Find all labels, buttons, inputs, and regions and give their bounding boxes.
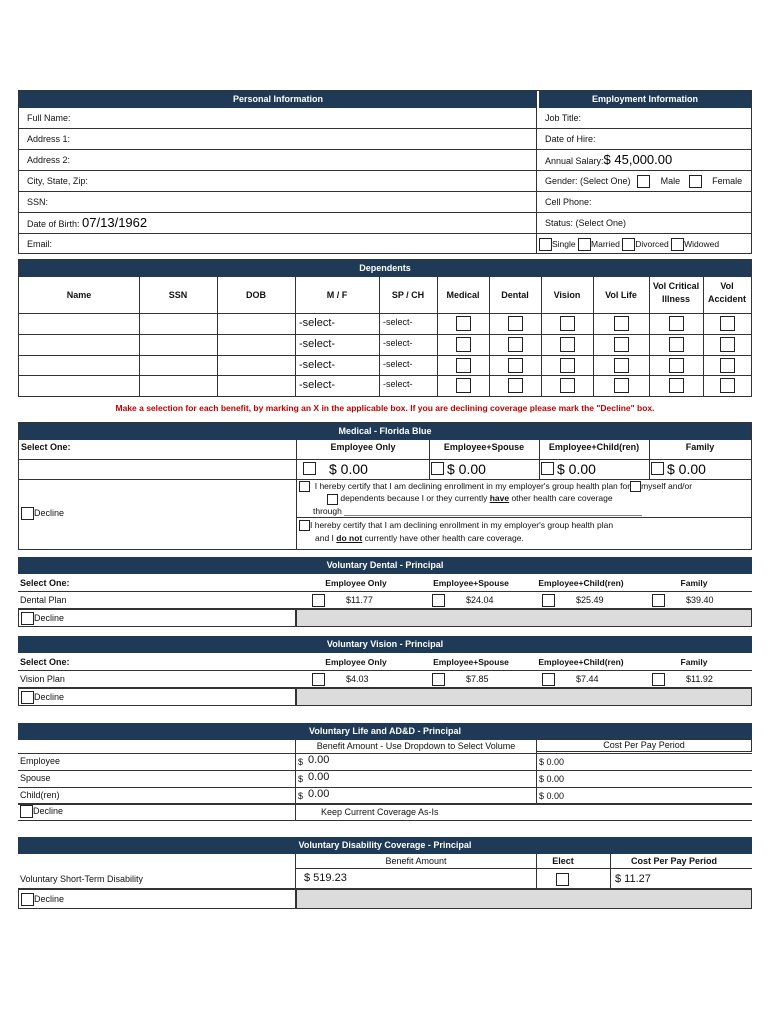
employment-info-header: Employment Information	[537, 91, 751, 108]
disability-benefit-col: Benefit Amount	[385, 856, 447, 866]
dependent-dental-checkbox[interactable]	[508, 316, 523, 331]
vision-select-one: Select One:	[20, 657, 70, 667]
life-row-amount[interactable]: 0.00	[308, 788, 330, 800]
gender-field: Gender: (Select One) Male Female	[537, 171, 751, 192]
dependent-ssn-field[interactable]	[139, 313, 217, 334]
dependent-name-field[interactable]	[19, 375, 139, 396]
life-row-label: Child(ren)	[20, 790, 60, 800]
vision-employee-spouse-checkbox[interactable]	[432, 673, 445, 686]
dependent-ssn-field[interactable]	[139, 355, 217, 376]
disability-amount[interactable]: $ 519.23	[304, 872, 347, 884]
dependent-spch-select[interactable]: -select-	[383, 317, 413, 327]
status-options: Single Married Divorced Widowed	[537, 234, 751, 255]
dob-field[interactable]: Date of Birth: 07/13/1962	[19, 213, 536, 234]
vision-tier-employee-children: Employee+Child(ren)	[538, 657, 624, 667]
dental-plan-label: Dental Plan	[20, 595, 67, 605]
dependent-vision-checkbox[interactable]	[560, 378, 575, 393]
vision-employee-only-price: $4.03	[346, 674, 369, 684]
dental-employee-children-price: $25.49	[576, 595, 604, 605]
cert1-dependents-checkbox[interactable]	[327, 494, 338, 505]
life-row-amount[interactable]: 0.00	[308, 754, 330, 766]
dependents-col-medical: Medical	[446, 290, 480, 300]
dependent-mf-select[interactable]: -select-	[299, 337, 336, 350]
dependents-col-mf: M / F	[326, 290, 348, 300]
disability-section	[18, 837, 752, 911]
vision-tier-employee-spouse: Employee+Spouse	[433, 657, 509, 667]
vision-decline: Decline	[18, 688, 296, 706]
medical-header: Medical - Florida Blue	[19, 423, 751, 440]
dental-decline-checkbox[interactable]	[21, 612, 34, 625]
vision-employee-children-price: $7.44	[576, 674, 599, 684]
dependent-vol-accident-checkbox[interactable]	[720, 378, 735, 393]
vision-employee-only-checkbox[interactable]	[312, 673, 325, 686]
medical-tier-employee-children: Employee+Child(ren)	[548, 442, 640, 452]
life-row-dollar: $	[298, 774, 304, 784]
dependent-vision-checkbox[interactable]	[560, 358, 575, 373]
medical-select-one: Select One:	[21, 442, 71, 452]
dependent-medical-checkbox[interactable]	[456, 358, 471, 373]
address2-field[interactable]: Address 2:	[19, 150, 536, 171]
life-row-label: Employee	[20, 756, 61, 766]
medical-decline-checkbox[interactable]	[21, 507, 34, 520]
dental-section	[18, 557, 752, 629]
dependents-section	[18, 259, 752, 397]
disability-decline-checkbox[interactable]	[21, 893, 34, 906]
life-row-dollar: $	[298, 757, 304, 767]
life-decline-checkbox[interactable]	[20, 805, 33, 818]
gender-female-checkbox[interactable]	[689, 175, 702, 188]
medical-employee-spouse-value: $ 0.00	[447, 461, 486, 477]
vision-section	[18, 636, 752, 708]
dependent-ssn-field[interactable]	[139, 375, 217, 396]
medical-cert1: I hereby certify that I am declining enrollment in my employer's group health plan for myself and/or dependents because I or they currently have other health care coverage through _______________________________________________________________	[299, 480, 749, 517]
cell-phone-field[interactable]: Cell Phone:	[537, 192, 751, 213]
dental-employee-spouse-price: $24.04	[466, 595, 494, 605]
life-row-cost: $ 0.00	[539, 791, 565, 801]
dependents-col-ssn: SSN	[168, 290, 188, 300]
dependent-vol-accident-checkbox[interactable]	[720, 316, 735, 331]
medical-family-checkbox[interactable]	[651, 462, 664, 475]
disability-header: Voluntary Disability Coverage - Principal	[18, 837, 752, 854]
dob-value: 07/13/1962	[82, 215, 148, 230]
vision-employee-children-checkbox[interactable]	[542, 673, 555, 686]
dependents-col-dental: Dental	[501, 290, 529, 300]
personal-info-header: Personal Information	[19, 91, 537, 108]
medical-employee-children-checkbox[interactable]	[541, 462, 554, 475]
dependents-header: Dependents	[19, 260, 751, 277]
dependents-col-spch: SP / CH	[391, 290, 425, 300]
dependent-dental-checkbox[interactable]	[508, 378, 523, 393]
vision-decline-checkbox[interactable]	[21, 691, 34, 704]
dental-header: Voluntary Dental - Principal	[18, 557, 752, 574]
dependent-dob-field[interactable]	[217, 334, 295, 355]
dependent-dob-field[interactable]	[217, 355, 295, 376]
cert1-checkbox[interactable]	[299, 481, 310, 492]
dental-decline: Decline	[18, 609, 296, 627]
date-of-hire-field[interactable]: Date of Hire:	[537, 129, 751, 150]
personal-employment-section	[18, 90, 752, 254]
medical-decline: Decline	[21, 507, 64, 520]
dependent-dental-checkbox[interactable]	[508, 337, 523, 352]
status-married-checkbox[interactable]	[578, 238, 591, 251]
dependents-col-name: Name	[66, 290, 92, 300]
dependent-vision-checkbox[interactable]	[560, 316, 575, 331]
dependent-medical-checkbox[interactable]	[456, 316, 471, 331]
dependent-vol-critical-checkbox[interactable]	[669, 378, 684, 393]
dental-select-one: Select One:	[20, 578, 70, 588]
dependent-mf-select[interactable]: -select-	[299, 379, 336, 392]
salary-value: $ 45,000.00	[603, 152, 673, 167]
dependent-vol-accident-checkbox[interactable]	[720, 337, 735, 352]
dental-employee-only-price: $11.77	[346, 595, 373, 605]
life-benefit-col: Benefit Amount - Use Dropdown to Select Volume	[316, 741, 516, 751]
dental-tier-family: Family	[680, 578, 708, 588]
vision-plan-label: Vision Plan	[20, 674, 65, 684]
dependent-vol-life-checkbox[interactable]	[614, 358, 629, 373]
dependent-dob-field[interactable]	[217, 313, 295, 334]
life-row-dollar: $	[298, 791, 304, 801]
dependent-dental-checkbox[interactable]	[508, 358, 523, 373]
life-decline: Decline	[20, 805, 63, 818]
dependent-medical-checkbox[interactable]	[456, 337, 471, 352]
email-field[interactable]: Email:	[27, 239, 53, 249]
life-section	[18, 723, 752, 823]
disability-cost-col: Cost Per Pay Period	[630, 856, 718, 866]
disability-decline: Decline	[18, 889, 296, 909]
vision-header: Voluntary Vision - Principal	[18, 636, 752, 653]
dependent-vision-checkbox[interactable]	[560, 337, 575, 352]
vision-family-price: $11.92	[686, 674, 713, 684]
dental-tier-employee-only: Employee Only	[325, 578, 387, 588]
status-divorced-checkbox[interactable]	[622, 238, 635, 251]
cert1-myself-checkbox[interactable]	[630, 481, 641, 492]
dependent-vol-life-checkbox[interactable]	[614, 316, 629, 331]
dental-family-price: $39.40	[686, 595, 714, 605]
dental-tier-employee-spouse: Employee+Spouse	[433, 578, 509, 588]
medical-tier-family: Family	[685, 442, 715, 452]
ssn-field[interactable]: SSN:	[19, 192, 536, 213]
medical-cert2: I hereby certify that I am declining enrollment in my employer's group health plan and I do not currently have other health care coverage.	[299, 519, 749, 545]
medical-employee-spouse-checkbox[interactable]	[431, 462, 444, 475]
dental-employee-children-checkbox[interactable]	[542, 594, 555, 607]
dependent-ssn-field[interactable]	[139, 334, 217, 355]
life-cost-col: Cost Per Pay Period	[536, 739, 752, 752]
disability-cost: $ 11.27	[615, 873, 651, 885]
dependents-col-vol-accident: Vol Accident	[707, 281, 746, 304]
medical-tier-employee-only: Employee Only	[330, 442, 396, 452]
life-row-cost: $ 0.00	[539, 757, 565, 767]
dental-employee-spouse-checkbox[interactable]	[432, 594, 445, 607]
status-single-checkbox[interactable]	[539, 238, 552, 251]
medical-family-value: $ 0.00	[667, 461, 706, 477]
status-field: Status: (Select One)	[537, 213, 751, 234]
dependent-vol-life-checkbox[interactable]	[614, 337, 629, 352]
cert2-checkbox[interactable]	[299, 520, 310, 531]
dependents-col-vol-critical: Vol Critical Illness	[652, 281, 700, 304]
medical-employee-children-value: $ 0.00	[557, 461, 596, 477]
dependent-mf-select[interactable]: -select-	[299, 358, 336, 371]
job-title-field[interactable]: Job Title:	[537, 108, 751, 129]
medical-employee-only-value: $ 0.00	[329, 461, 368, 477]
dependent-vol-critical-checkbox[interactable]	[669, 358, 684, 373]
vision-tier-family: Family	[680, 657, 708, 667]
dependent-vol-critical-checkbox[interactable]	[669, 337, 684, 352]
dependent-vol-accident-checkbox[interactable]	[720, 358, 735, 373]
dependent-spch-select[interactable]: -select-	[383, 379, 413, 390]
dependent-name-field[interactable]	[19, 355, 139, 376]
life-header: Voluntary Life and AD&D - Principal	[18, 723, 752, 740]
medical-tier-employee-spouse: Employee+Spouse	[443, 442, 525, 452]
life-row-label: Spouse	[20, 773, 51, 783]
gender-male-checkbox[interactable]	[637, 175, 650, 188]
dependent-name-field[interactable]	[19, 313, 139, 334]
vision-tier-employee-only: Employee Only	[325, 657, 387, 667]
dependent-vol-critical-checkbox[interactable]	[669, 316, 684, 331]
status-widowed-checkbox[interactable]	[671, 238, 684, 251]
disability-elect-col: Elect	[552, 856, 574, 866]
dental-family-checkbox[interactable]	[652, 594, 665, 607]
dental-employee-only-checkbox[interactable]	[312, 594, 325, 607]
full-name-field[interactable]: Full Name:	[19, 108, 536, 129]
dependent-mf-select[interactable]: -select-	[299, 317, 336, 329]
instruction-text: Make a selection for each benefit, by marking an X in the applicable box. If you are declining coverage please mark the "Decline" box.	[115, 403, 655, 413]
dependent-spch-select[interactable]: -select-	[383, 337, 413, 348]
life-row-cost: $ 0.00	[539, 774, 565, 784]
disability-std-label: Voluntary Short-Term Disability	[20, 874, 144, 884]
medical-employee-only-checkbox[interactable]	[303, 462, 316, 475]
address1-field[interactable]: Address 1:	[19, 129, 536, 150]
annual-salary-field[interactable]: Annual Salary:$ 45,000.00	[537, 150, 751, 171]
vision-employee-spouse-price: $7.85	[466, 674, 489, 684]
dental-tier-employee-children: Employee+Child(ren)	[538, 578, 624, 588]
dependent-spch-select[interactable]: -select-	[383, 358, 413, 369]
life-keep-current: Keep Current Coverage As-Is	[321, 807, 439, 817]
life-row-amount[interactable]: 0.00	[308, 771, 330, 783]
vision-family-checkbox[interactable]	[652, 673, 665, 686]
dependent-medical-checkbox[interactable]	[456, 378, 471, 393]
city-state-zip-field[interactable]: City, State, Zip:	[19, 171, 536, 192]
dependents-col-dob: DOB	[246, 290, 266, 300]
dependent-vol-life-checkbox[interactable]	[614, 378, 629, 393]
dependent-dob-field[interactable]	[217, 375, 295, 396]
dependents-col-vol-life: Vol Life	[605, 290, 637, 300]
dependents-col-vision: Vision	[553, 290, 581, 300]
dependent-name-field[interactable]	[19, 334, 139, 355]
medical-section	[18, 422, 752, 550]
disability-elect-checkbox[interactable]	[556, 873, 569, 886]
